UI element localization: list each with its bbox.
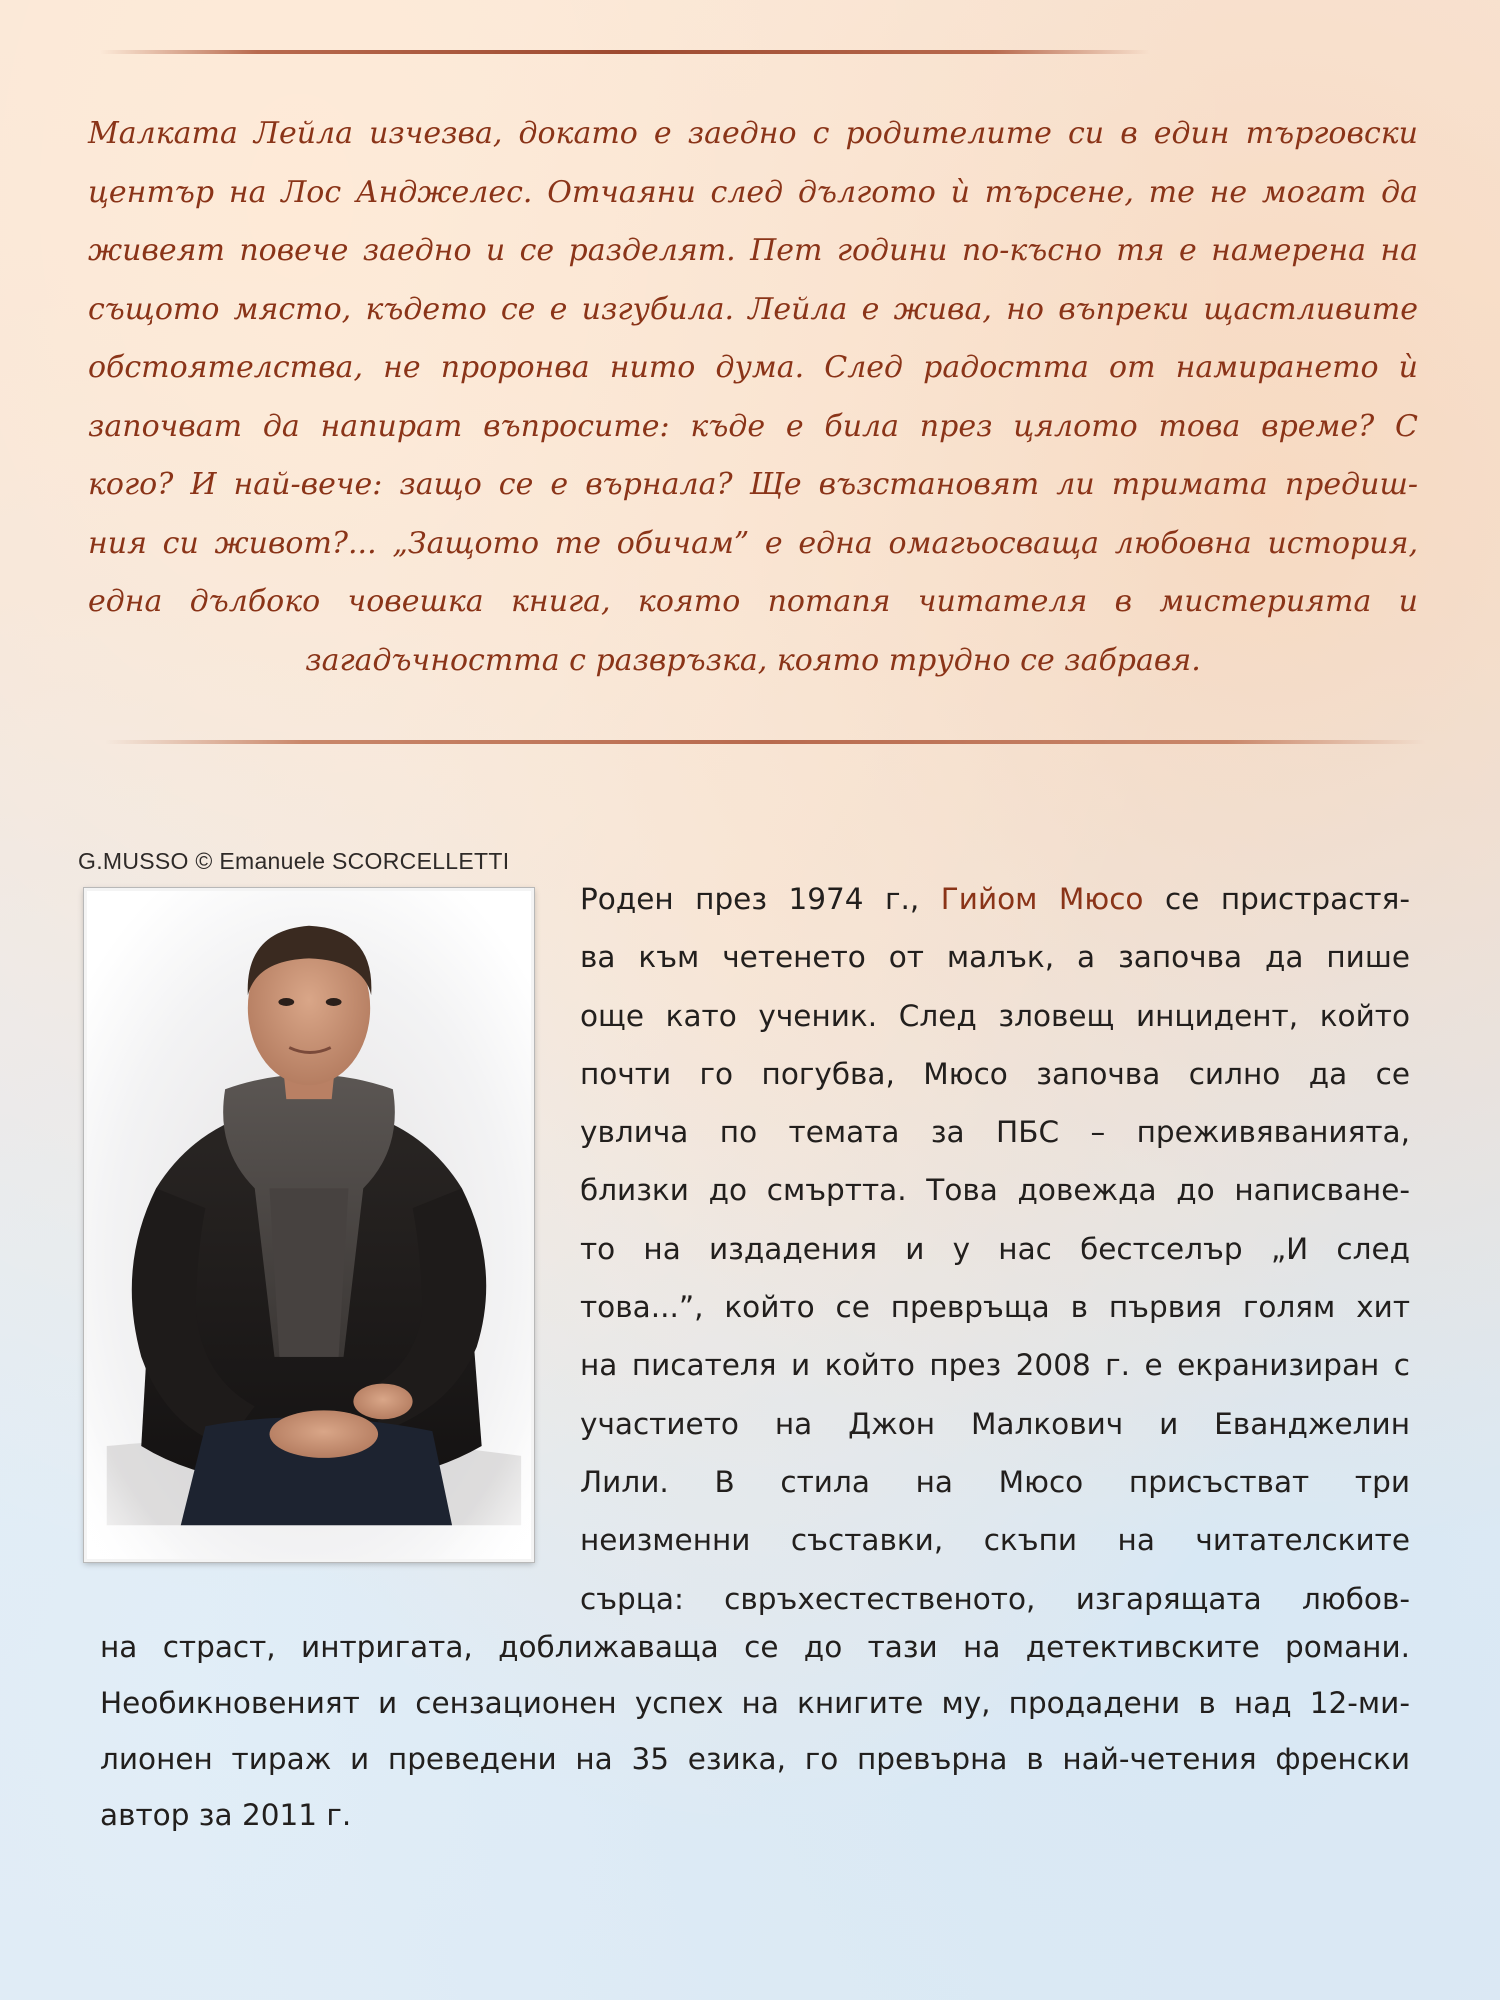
blurb-line: започват да напират въпросите: къде е била през цялото това време? С xyxy=(88,408,1418,444)
bio-line: участието на Джон Малкович и Еванджелин xyxy=(580,1406,1410,1441)
bio-line: то на издадения и у нас бестселър „И след xyxy=(580,1231,1410,1266)
bio-line: лионен тираж и преведени на 35 езика, го превърна в най-четения френски xyxy=(100,1742,1410,1776)
author-bio-narrow xyxy=(580,870,1410,1628)
bio-text: се пристрастя- xyxy=(1143,882,1411,916)
blurb-line: Малката Лейла изчезва, докато е заедно с родителите си в един търговски xyxy=(88,116,1418,151)
author-name: Гийом Мюсо xyxy=(940,882,1144,916)
bio-line: това...”, който се превръща в първия голям хит xyxy=(580,1290,1410,1325)
blurb-line: загадъчността с развръзка, която трудно се забравя. xyxy=(305,642,1201,678)
middle-divider xyxy=(105,740,1425,744)
bio-text: Роден през 1974 г., xyxy=(580,882,941,916)
book-blurb xyxy=(88,105,1418,690)
bio-line: Необикновеният и сензационен успех на книгите му, продадени в над 12-ми- xyxy=(100,1686,1410,1720)
bio-line: ва към четенето от малък, а започва да пише xyxy=(580,940,1410,975)
blurb-line: една дълбоко човешка книга, която потапя читателя в мистерията и xyxy=(88,584,1418,619)
bio-line: почти го погубва, Мюсо започва силно да се xyxy=(580,1056,1410,1091)
bio-line: Лили. В стила на Мюсо присъстват три xyxy=(580,1464,1410,1499)
blurb-line: център на Лос Анджелес. Отчаяни след дългото ѝ търсене, те не могат да xyxy=(88,174,1418,210)
bio-line: още като ученик. След зловещ инцидент, който xyxy=(580,998,1410,1033)
photo-credit: G.MUSSO © Emanuele SCORCELLETTI xyxy=(78,848,510,874)
blurb-line: кого? И най-вече: защо се е върнала? Ще възстановят ли тримата предиш- xyxy=(88,467,1418,502)
bio-line: на страст, интригата, доближаваща се до тази на детективските романи. xyxy=(100,1630,1410,1664)
bio-line xyxy=(580,870,1410,928)
blurb-line: живеят повече заедно и се разделят. Пет години по-късно тя е намерена на xyxy=(88,233,1418,268)
blurb-line: ния си живот?... „Защото те обичам” е една омагьосваща любовна история, xyxy=(88,525,1418,561)
author-bio-wide xyxy=(100,1619,1410,1843)
blurb-line: обстоятелства, не проронва нито дума. След радостта от намирането ѝ xyxy=(88,350,1418,385)
bio-line: близки до смъртта. Това довежда до написване- xyxy=(580,1173,1410,1208)
bio-line: автор за 2011 г. xyxy=(100,1798,352,1832)
blurb-line: същото място, където се е изгубила. Лейла е жива, но въпреки щастливите xyxy=(88,291,1418,327)
bio-line: на писателя и който през 2008 г. е екранизиран с xyxy=(580,1348,1410,1383)
bio-line: увлича по темата за ПБС – преживяванията, xyxy=(580,1115,1410,1150)
bio-line: неизменни съставки, скъпи на читателските xyxy=(580,1523,1410,1558)
top-divider xyxy=(100,50,1150,54)
bio-line: сърца: свръхестественото, изгарящата любов- xyxy=(580,1581,1410,1616)
author-portrait xyxy=(84,888,534,1562)
